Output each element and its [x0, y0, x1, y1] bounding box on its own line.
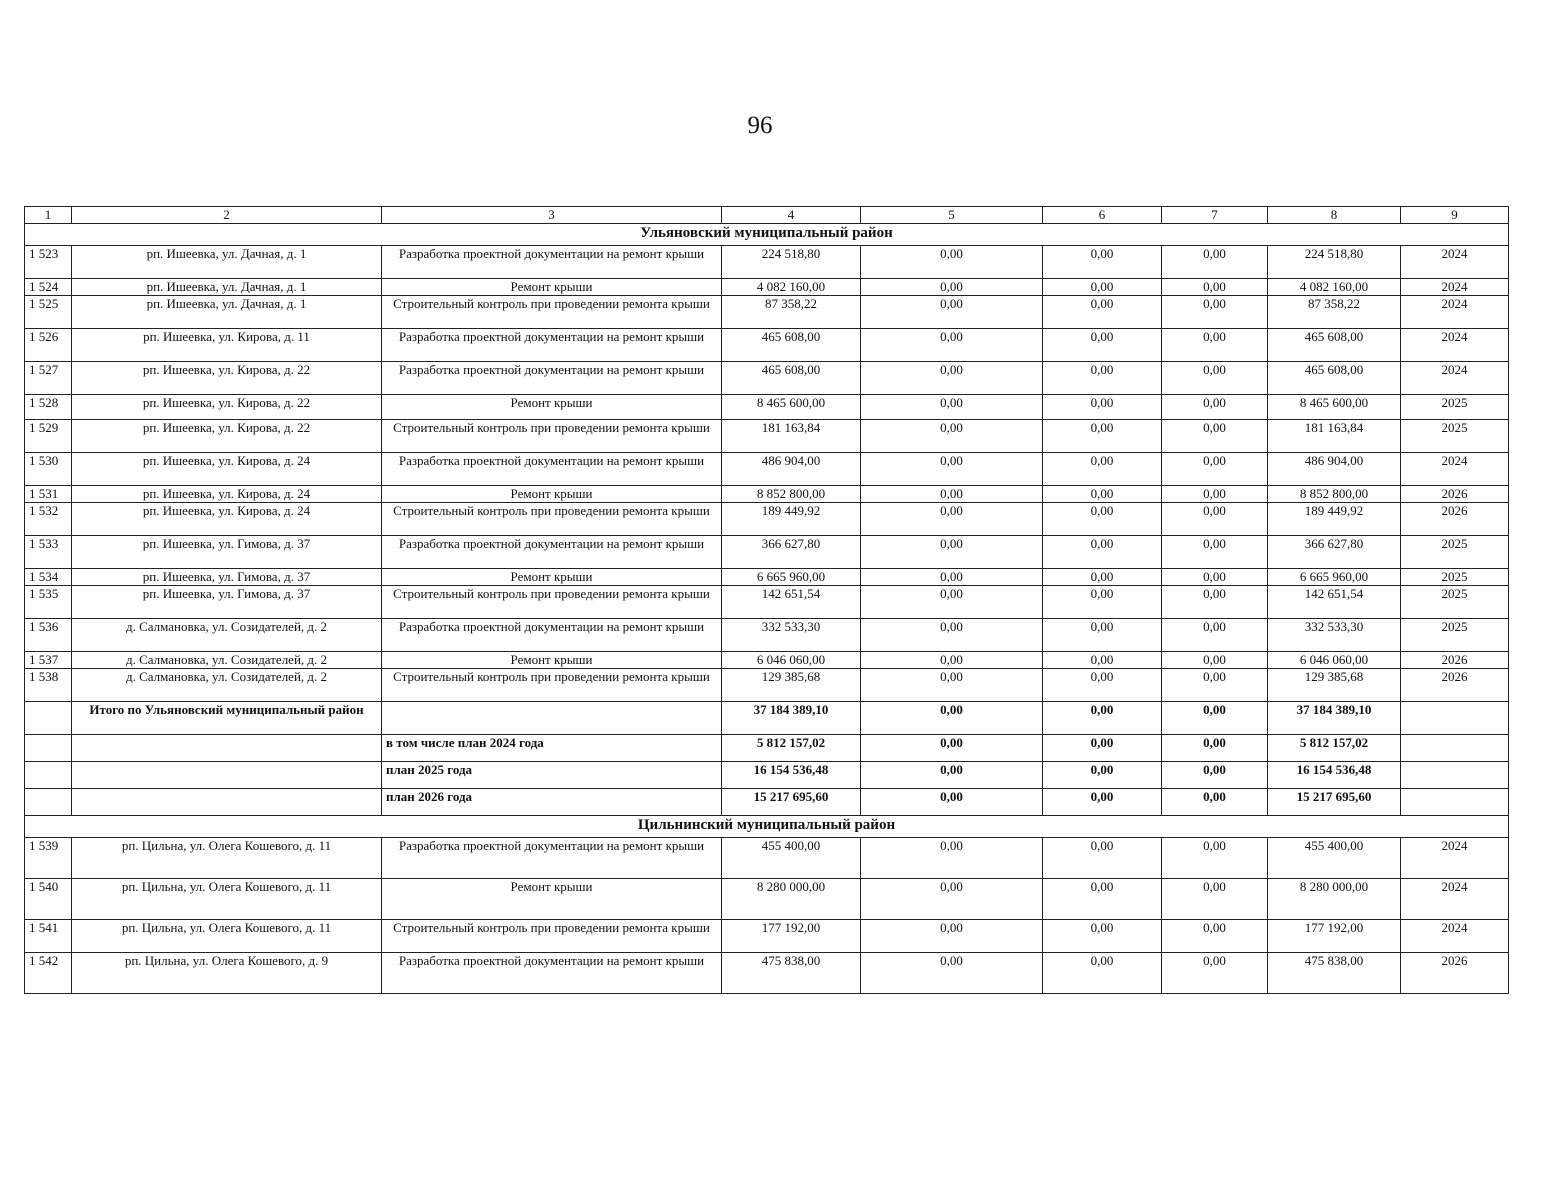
plan-label: план 2025 года — [382, 762, 722, 789]
column-number-row — [25, 207, 1509, 224]
year-cell: 2024 — [1401, 296, 1509, 329]
row-number: 1 527 — [25, 362, 72, 395]
cost-col7-cell: 0,00 — [1162, 279, 1268, 296]
cost-col5-cell: 0,00 — [861, 246, 1043, 279]
total-label — [72, 735, 382, 762]
total-col8-cell: 5 812 157,02 — [1268, 735, 1401, 762]
cost-col7-cell: 0,00 — [1162, 586, 1268, 619]
row-number: 1 535 — [25, 586, 72, 619]
cost-col8-cell: 181 163,84 — [1268, 420, 1401, 453]
table-row — [25, 586, 1509, 619]
cost-col5-cell: 0,00 — [861, 953, 1043, 994]
cost-col5-cell: 0,00 — [861, 395, 1043, 420]
cost-col7-cell: 0,00 — [1162, 920, 1268, 953]
cost-col8-cell: 224 518,80 — [1268, 246, 1401, 279]
total-row — [25, 762, 1509, 789]
cost-col8-cell: 475 838,00 — [1268, 953, 1401, 994]
total-cost-cell: 5 812 157,02 — [722, 735, 861, 762]
address-cell: рп. Ишеевка, ул. Дачная, д. 1 — [72, 246, 382, 279]
cost-col6-cell: 0,00 — [1043, 652, 1162, 669]
cost-col6-cell: 0,00 — [1043, 329, 1162, 362]
plan-label: в том числе план 2024 года — [382, 735, 722, 762]
cost-col8-cell: 486 904,00 — [1268, 453, 1401, 486]
cost-col8-cell: 189 449,92 — [1268, 503, 1401, 536]
table-row — [25, 453, 1509, 486]
plan-label: план 2026 года — [382, 789, 722, 816]
empty-cell — [25, 702, 72, 735]
total-col6-cell: 0,00 — [1043, 702, 1162, 735]
cost-col7-cell: 0,00 — [1162, 246, 1268, 279]
cost-col8-cell: 6 665 960,00 — [1268, 569, 1401, 586]
cost-total-cell: 366 627,80 — [722, 536, 861, 569]
cost-col6-cell: 0,00 — [1043, 920, 1162, 953]
cost-col8-cell: 455 400,00 — [1268, 838, 1401, 879]
table-row — [25, 486, 1509, 503]
cost-col7-cell: 0,00 — [1162, 395, 1268, 420]
table-row — [25, 296, 1509, 329]
table-row — [25, 395, 1509, 420]
row-number: 1 542 — [25, 953, 72, 994]
total-col7-cell: 0,00 — [1162, 702, 1268, 735]
row-number: 1 538 — [25, 669, 72, 702]
cost-col5-cell: 0,00 — [861, 586, 1043, 619]
cost-col6-cell: 0,00 — [1043, 362, 1162, 395]
cost-col7-cell: 0,00 — [1162, 296, 1268, 329]
work-type-cell: Разработка проектной документации на ремонт крыши — [382, 329, 722, 362]
empty-cell — [1401, 762, 1509, 789]
year-cell: 2026 — [1401, 486, 1509, 503]
cost-col5-cell: 0,00 — [861, 879, 1043, 920]
cost-total-cell: 465 608,00 — [722, 329, 861, 362]
work-type-cell: Строительный контроль при проведении ремонта крыши — [382, 669, 722, 702]
address-cell: рп. Ишеевка, ул. Дачная, д. 1 — [72, 279, 382, 296]
cost-total-cell: 8 280 000,00 — [722, 879, 861, 920]
cost-col8-cell: 8 280 000,00 — [1268, 879, 1401, 920]
empty-cell — [1401, 702, 1509, 735]
cost-total-cell: 189 449,92 — [722, 503, 861, 536]
row-number: 1 530 — [25, 453, 72, 486]
cost-col5-cell: 0,00 — [861, 329, 1043, 362]
year-cell: 2026 — [1401, 652, 1509, 669]
total-col7-cell: 0,00 — [1162, 735, 1268, 762]
table-row — [25, 652, 1509, 669]
row-number: 1 532 — [25, 503, 72, 536]
row-number: 1 541 — [25, 920, 72, 953]
row-number: 1 539 — [25, 838, 72, 879]
cost-col8-cell: 465 608,00 — [1268, 362, 1401, 395]
work-type-cell: Ремонт крыши — [382, 879, 722, 920]
cost-col8-cell: 8 852 800,00 — [1268, 486, 1401, 503]
cost-col8-cell: 366 627,80 — [1268, 536, 1401, 569]
cost-col7-cell: 0,00 — [1162, 453, 1268, 486]
column-number: 4 — [722, 207, 861, 224]
table-row — [25, 953, 1509, 994]
cost-col5-cell: 0,00 — [861, 420, 1043, 453]
year-cell: 2026 — [1401, 669, 1509, 702]
total-row — [25, 702, 1509, 735]
cost-total-cell: 332 533,30 — [722, 619, 861, 652]
table-row — [25, 619, 1509, 652]
total-cost-cell: 15 217 695,60 — [722, 789, 861, 816]
cost-total-cell: 465 608,00 — [722, 362, 861, 395]
address-cell: д. Салмановка, ул. Созидателей, д. 2 — [72, 669, 382, 702]
total-col7-cell: 0,00 — [1162, 762, 1268, 789]
table-row — [25, 920, 1509, 953]
cost-col5-cell: 0,00 — [861, 619, 1043, 652]
year-cell: 2025 — [1401, 586, 1509, 619]
cost-col8-cell: 4 082 160,00 — [1268, 279, 1401, 296]
total-col8-cell: 15 217 695,60 — [1268, 789, 1401, 816]
work-type-cell: Разработка проектной документации на ремонт крыши — [382, 838, 722, 879]
work-type-cell: Строительный контроль при проведении ремонта крыши — [382, 586, 722, 619]
total-label — [72, 789, 382, 816]
total-col8-cell: 16 154 536,48 — [1268, 762, 1401, 789]
work-type-cell: Разработка проектной документации на ремонт крыши — [382, 953, 722, 994]
column-number: 1 — [25, 207, 72, 224]
cost-col7-cell: 0,00 — [1162, 420, 1268, 453]
total-col7-cell: 0,00 — [1162, 789, 1268, 816]
total-row — [25, 789, 1509, 816]
cost-col8-cell: 332 533,30 — [1268, 619, 1401, 652]
empty-cell — [1401, 789, 1509, 816]
row-number: 1 529 — [25, 420, 72, 453]
cost-col7-cell: 0,00 — [1162, 838, 1268, 879]
cost-col6-cell: 0,00 — [1043, 838, 1162, 879]
cost-total-cell: 8 852 800,00 — [722, 486, 861, 503]
section-title: Ульяновский муниципальный район — [25, 224, 1509, 246]
address-cell: рп. Ишеевка, ул. Дачная, д. 1 — [72, 296, 382, 329]
section-title: Цильнинский муниципальный район — [25, 816, 1509, 838]
row-number: 1 537 — [25, 652, 72, 669]
year-cell: 2024 — [1401, 879, 1509, 920]
row-number: 1 526 — [25, 329, 72, 362]
total-col5-cell: 0,00 — [861, 735, 1043, 762]
cost-col5-cell: 0,00 — [861, 838, 1043, 879]
work-type-cell: Ремонт крыши — [382, 569, 722, 586]
cost-col8-cell: 87 358,22 — [1268, 296, 1401, 329]
address-cell: рп. Ишеевка, ул. Кирова, д. 22 — [72, 395, 382, 420]
address-cell: рп. Цильна, ул. Олега Кошевого, д. 9 — [72, 953, 382, 994]
year-cell: 2024 — [1401, 838, 1509, 879]
cost-total-cell: 6 665 960,00 — [722, 569, 861, 586]
work-type-cell: Ремонт крыши — [382, 279, 722, 296]
work-type-cell: Ремонт крыши — [382, 652, 722, 669]
cost-col6-cell: 0,00 — [1043, 879, 1162, 920]
cost-col7-cell: 0,00 — [1162, 486, 1268, 503]
cost-col5-cell: 0,00 — [861, 486, 1043, 503]
year-cell: 2024 — [1401, 329, 1509, 362]
address-cell: рп. Ишеевка, ул. Кирова, д. 24 — [72, 486, 382, 503]
year-cell: 2025 — [1401, 420, 1509, 453]
total-cost-cell: 16 154 536,48 — [722, 762, 861, 789]
cost-col6-cell: 0,00 — [1043, 279, 1162, 296]
column-number: 8 — [1268, 207, 1401, 224]
cost-col7-cell: 0,00 — [1162, 652, 1268, 669]
address-cell: рп. Ишеевка, ул. Гимова, д. 37 — [72, 586, 382, 619]
section-header-row — [25, 816, 1509, 838]
cost-total-cell: 224 518,80 — [722, 246, 861, 279]
address-cell: рп. Цильна, ул. Олега Кошевого, д. 11 — [72, 879, 382, 920]
cost-col7-cell: 0,00 — [1162, 362, 1268, 395]
column-number: 3 — [382, 207, 722, 224]
repair-schedule-table — [24, 206, 1509, 994]
cost-col8-cell: 129 385,68 — [1268, 669, 1401, 702]
row-number: 1 531 — [25, 486, 72, 503]
empty-cell — [25, 735, 72, 762]
work-type-cell: Ремонт крыши — [382, 395, 722, 420]
cost-col8-cell: 142 651,54 — [1268, 586, 1401, 619]
total-col6-cell: 0,00 — [1043, 789, 1162, 816]
cost-col5-cell: 0,00 — [861, 669, 1043, 702]
cost-col6-cell: 0,00 — [1043, 569, 1162, 586]
work-type-cell: Разработка проектной документации на ремонт крыши — [382, 619, 722, 652]
work-type-cell: Строительный контроль при проведении ремонта крыши — [382, 420, 722, 453]
table-row — [25, 362, 1509, 395]
cost-col6-cell: 0,00 — [1043, 669, 1162, 702]
section-header-row — [25, 224, 1509, 246]
cost-col8-cell: 6 046 060,00 — [1268, 652, 1401, 669]
address-cell: рп. Цильна, ул. Олега Кошевого, д. 11 — [72, 920, 382, 953]
address-cell: рп. Цильна, ул. Олега Кошевого, д. 11 — [72, 838, 382, 879]
cost-col5-cell: 0,00 — [861, 536, 1043, 569]
cost-col6-cell: 0,00 — [1043, 395, 1162, 420]
cost-col5-cell: 0,00 — [861, 296, 1043, 329]
cost-col6-cell: 0,00 — [1043, 953, 1162, 994]
year-cell: 2025 — [1401, 569, 1509, 586]
cost-col6-cell: 0,00 — [1043, 619, 1162, 652]
table-row — [25, 420, 1509, 453]
address-cell: рп. Ишеевка, ул. Кирова, д. 24 — [72, 503, 382, 536]
year-cell: 2025 — [1401, 619, 1509, 652]
work-type-cell: Строительный контроль при проведении ремонта крыши — [382, 920, 722, 953]
table-row — [25, 669, 1509, 702]
work-type-cell: Разработка проектной документации на ремонт крыши — [382, 536, 722, 569]
total-cost-cell: 37 184 389,10 — [722, 702, 861, 735]
row-number: 1 533 — [25, 536, 72, 569]
row-number: 1 525 — [25, 296, 72, 329]
cost-col6-cell: 0,00 — [1043, 503, 1162, 536]
work-type-cell: Разработка проектной документации на ремонт крыши — [382, 246, 722, 279]
cost-total-cell: 142 651,54 — [722, 586, 861, 619]
work-type-cell: Ремонт крыши — [382, 486, 722, 503]
work-type-cell: Строительный контроль при проведении ремонта крыши — [382, 296, 722, 329]
year-cell: 2025 — [1401, 395, 1509, 420]
column-number: 5 — [861, 207, 1043, 224]
work-type-cell: Строительный контроль при проведении ремонта крыши — [382, 503, 722, 536]
cost-total-cell: 486 904,00 — [722, 453, 861, 486]
row-number: 1 528 — [25, 395, 72, 420]
table-row — [25, 569, 1509, 586]
cost-col6-cell: 0,00 — [1043, 586, 1162, 619]
column-number: 7 — [1162, 207, 1268, 224]
column-number: 9 — [1401, 207, 1509, 224]
row-number: 1 540 — [25, 879, 72, 920]
cost-total-cell: 87 358,22 — [722, 296, 861, 329]
cost-col7-cell: 0,00 — [1162, 953, 1268, 994]
table-row — [25, 838, 1509, 879]
table-row — [25, 503, 1509, 536]
cost-total-cell: 4 082 160,00 — [722, 279, 861, 296]
cost-col5-cell: 0,00 — [861, 503, 1043, 536]
column-number: 2 — [72, 207, 382, 224]
cost-total-cell: 455 400,00 — [722, 838, 861, 879]
address-cell: д. Салмановка, ул. Созидателей, д. 2 — [72, 619, 382, 652]
total-col5-cell: 0,00 — [861, 762, 1043, 789]
cost-col6-cell: 0,00 — [1043, 536, 1162, 569]
cost-col5-cell: 0,00 — [861, 920, 1043, 953]
cost-col7-cell: 0,00 — [1162, 536, 1268, 569]
cost-total-cell: 6 046 060,00 — [722, 652, 861, 669]
address-cell: рп. Ишеевка, ул. Кирова, д. 22 — [72, 420, 382, 453]
total-label: Итого по Ульяновский муниципальный район — [72, 702, 382, 735]
table-row — [25, 536, 1509, 569]
cost-col6-cell: 0,00 — [1043, 296, 1162, 329]
cost-col7-cell: 0,00 — [1162, 669, 1268, 702]
cost-total-cell: 177 192,00 — [722, 920, 861, 953]
address-cell: рп. Ишеевка, ул. Кирова, д. 24 — [72, 453, 382, 486]
cost-col6-cell: 0,00 — [1043, 246, 1162, 279]
cost-col5-cell: 0,00 — [861, 279, 1043, 296]
cost-total-cell: 475 838,00 — [722, 953, 861, 994]
table-row — [25, 279, 1509, 296]
year-cell: 2024 — [1401, 362, 1509, 395]
cost-total-cell: 129 385,68 — [722, 669, 861, 702]
total-label — [72, 762, 382, 789]
cost-col8-cell: 8 465 600,00 — [1268, 395, 1401, 420]
cost-total-cell: 8 465 600,00 — [722, 395, 861, 420]
year-cell: 2024 — [1401, 920, 1509, 953]
cost-col6-cell: 0,00 — [1043, 420, 1162, 453]
empty-cell — [25, 789, 72, 816]
cost-col5-cell: 0,00 — [861, 362, 1043, 395]
column-number: 6 — [1043, 207, 1162, 224]
table-row — [25, 879, 1509, 920]
year-cell: 2024 — [1401, 246, 1509, 279]
total-col5-cell: 0,00 — [861, 702, 1043, 735]
cost-col8-cell: 465 608,00 — [1268, 329, 1401, 362]
cost-col7-cell: 0,00 — [1162, 503, 1268, 536]
address-cell: рп. Ишеевка, ул. Гимова, д. 37 — [72, 536, 382, 569]
row-number: 1 534 — [25, 569, 72, 586]
cost-col5-cell: 0,00 — [861, 453, 1043, 486]
total-col8-cell: 37 184 389,10 — [1268, 702, 1401, 735]
year-cell: 2024 — [1401, 453, 1509, 486]
page-number: 96 — [747, 112, 773, 139]
total-col6-cell: 0,00 — [1043, 762, 1162, 789]
address-cell: рп. Ишеевка, ул. Кирова, д. 22 — [72, 362, 382, 395]
cost-col6-cell: 0,00 — [1043, 486, 1162, 503]
empty-cell — [25, 762, 72, 789]
address-cell: д. Салмановка, ул. Созидателей, д. 2 — [72, 652, 382, 669]
cost-col6-cell: 0,00 — [1043, 453, 1162, 486]
work-type-cell: Разработка проектной документации на ремонт крыши — [382, 362, 722, 395]
total-col6-cell: 0,00 — [1043, 735, 1162, 762]
cost-col8-cell: 177 192,00 — [1268, 920, 1401, 953]
cost-total-cell: 181 163,84 — [722, 420, 861, 453]
year-cell: 2025 — [1401, 536, 1509, 569]
total-row — [25, 735, 1509, 762]
address-cell: рп. Ишеевка, ул. Гимова, д. 37 — [72, 569, 382, 586]
year-cell: 2026 — [1401, 503, 1509, 536]
work-type-cell: Разработка проектной документации на ремонт крыши — [382, 453, 722, 486]
table-row — [25, 329, 1509, 362]
cost-col5-cell: 0,00 — [861, 569, 1043, 586]
row-number: 1 536 — [25, 619, 72, 652]
cost-col7-cell: 0,00 — [1162, 619, 1268, 652]
cost-col5-cell: 0,00 — [861, 652, 1043, 669]
cost-col7-cell: 0,00 — [1162, 879, 1268, 920]
table-row — [25, 246, 1509, 279]
year-cell: 2026 — [1401, 953, 1509, 994]
cost-col7-cell: 0,00 — [1162, 329, 1268, 362]
row-number: 1 524 — [25, 279, 72, 296]
year-cell: 2024 — [1401, 279, 1509, 296]
row-number: 1 523 — [25, 246, 72, 279]
cost-col7-cell: 0,00 — [1162, 569, 1268, 586]
address-cell: рп. Ишеевка, ул. Кирова, д. 11 — [72, 329, 382, 362]
total-col5-cell: 0,00 — [861, 789, 1043, 816]
plan-label — [382, 702, 722, 735]
empty-cell — [1401, 735, 1509, 762]
